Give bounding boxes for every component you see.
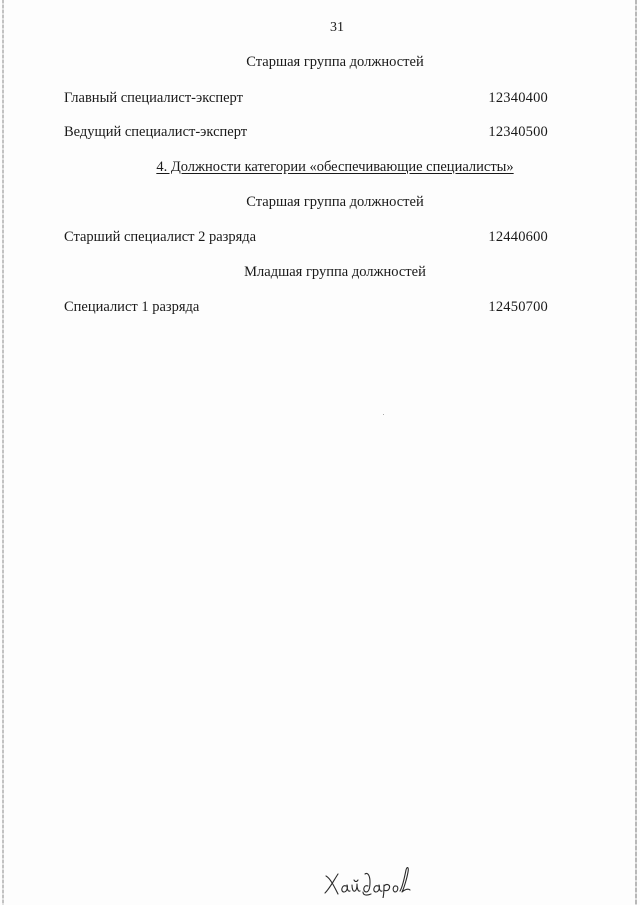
scan-speck — [383, 414, 384, 415]
position-code: 12340500 — [488, 124, 548, 140]
position-title: Ведущий специалист-эксперт — [64, 124, 248, 140]
page-number: 31 — [330, 20, 344, 35]
signature — [322, 862, 412, 898]
position-row — [64, 90, 548, 107]
position-row — [64, 299, 548, 316]
position-row — [64, 124, 548, 141]
position-code: 12450700 — [488, 299, 548, 315]
position-title: Главный специалист-эксперт — [64, 90, 243, 106]
category-heading: 4. Должности категории «обеспечивающие специалисты» — [156, 159, 514, 175]
scan-edge-left — [2, 0, 4, 905]
position-row — [64, 229, 548, 246]
position-code: 12440600 — [488, 229, 548, 245]
scan-edge-right — [635, 0, 637, 905]
section-heading-senior-group: Старшая группа должностей — [246, 194, 424, 210]
position-code: 12340400 — [488, 90, 548, 106]
position-title: Специалист 1 разряда — [64, 299, 200, 315]
section-heading-junior-group: Младшая группа должностей — [244, 264, 426, 280]
section-heading-senior-group: Старшая группа должностей — [246, 54, 424, 70]
position-title: Старший специалист 2 разряда — [64, 229, 257, 245]
